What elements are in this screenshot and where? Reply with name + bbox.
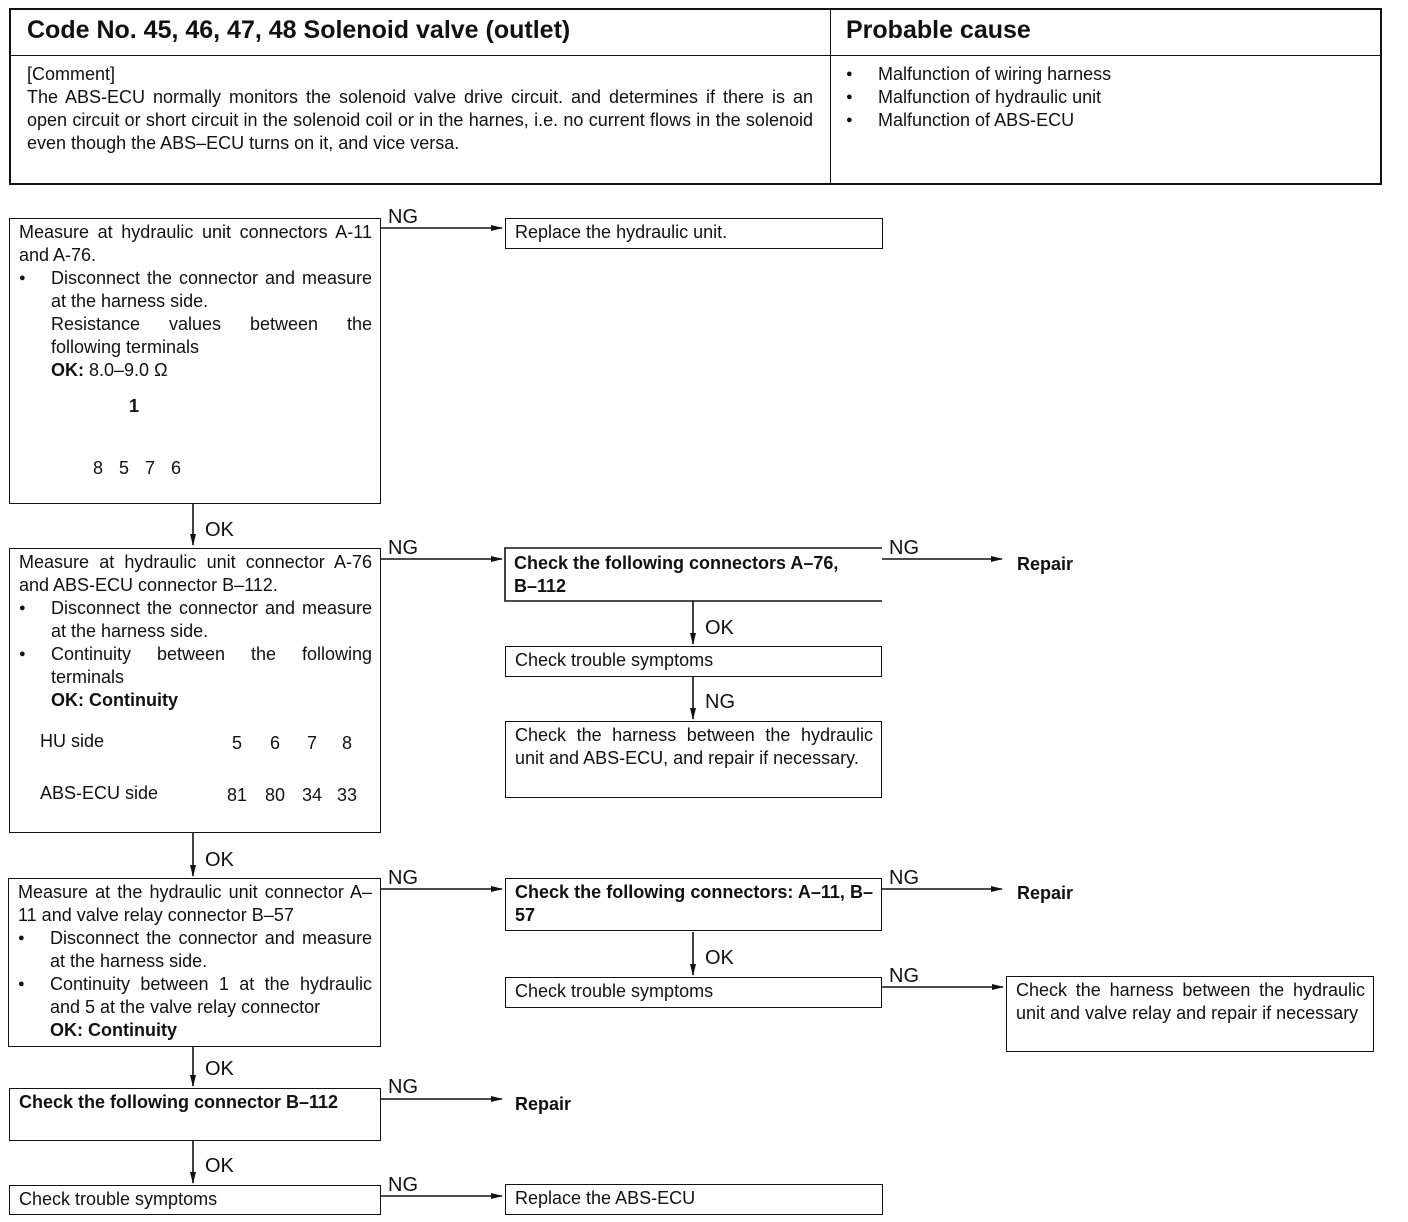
- check-symptoms-text: Check trouble symptoms: [515, 981, 714, 1001]
- ng-label: NG: [388, 867, 418, 889]
- code-title: Code No. 45, 46, 47, 48 Solenoid valve (outlet): [27, 16, 571, 44]
- ok-label: OK:: [51, 360, 84, 380]
- terminal-top-label: 1: [129, 396, 140, 416]
- cause-item: ● Malfunction of ABS-ECU: [846, 109, 1346, 132]
- step2-bullet: ● Disconnect the connector and measure at the harness side.: [19, 597, 372, 643]
- ok-label: OK: [205, 1058, 234, 1080]
- step1-ok: [19, 359, 372, 382]
- ng-label: NG: [388, 206, 418, 228]
- step3-ok: OK: Continuity: [50, 1020, 177, 1040]
- ng-label: NG: [889, 965, 919, 987]
- abs-ecu-side-label: ABS-ECU side: [40, 783, 159, 803]
- check-symptoms-box: [505, 977, 882, 1008]
- step5-text: Check trouble symptoms: [19, 1189, 218, 1209]
- repair-label: Repair: [515, 1094, 572, 1114]
- ng-label: NG: [705, 691, 735, 713]
- ok-label: OK: [205, 519, 234, 541]
- check-connectors-text: Check the following connectors A–76, B–112: [514, 553, 839, 596]
- check-symptoms-box: [505, 646, 882, 677]
- ok-label: OK: [705, 947, 734, 969]
- ng-label: NG: [388, 1174, 418, 1196]
- terminal-number: 6: [170, 458, 181, 478]
- step1-text: Measure at hydraulic unit connectors A-11 and A-76.: [19, 222, 372, 265]
- ng-label: NG: [388, 537, 418, 559]
- check-connectors-text: Check the following connectors: A–11, B–57: [515, 882, 873, 925]
- ok-label: OK: [205, 849, 234, 871]
- step4-box: [9, 1088, 381, 1141]
- ok-value: 8.0–9.0 Ω: [89, 360, 168, 380]
- terminal-number: 6: [270, 733, 281, 753]
- terminal-number: 8: [92, 458, 103, 478]
- step1-bullet: ● Disconnect the connector and measure at the harness side.: [19, 267, 372, 313]
- replace-abs-ecu-text: Replace the ABS-ECU: [515, 1188, 696, 1208]
- terminal-number: 80: [265, 785, 286, 805]
- step3-box: [8, 878, 381, 1047]
- check-harness-box: [505, 721, 882, 798]
- hu-side-label: HU side: [40, 731, 105, 751]
- check-harness-valve-relay-box: [1006, 976, 1374, 1052]
- step1-box: [9, 218, 381, 504]
- check-harness-text: Check the harness between the hydraulic unit and valve relay and repair if necessary: [1016, 980, 1365, 1023]
- check-connectors-a76-b112: [514, 552, 874, 598]
- step3-text: Measure at the hydraulic unit connector A–11 and valve relay connector B–57: [18, 882, 372, 925]
- terminal-number: 33: [337, 785, 358, 805]
- repair-label: Repair: [1017, 554, 1074, 574]
- cause-item: ● Malfunction of wiring harness: [846, 63, 1346, 86]
- terminal-number: 5: [118, 458, 129, 478]
- terminal-number: 81: [227, 785, 248, 805]
- check-harness-text: Check the harness between the hydraulic unit and ABS-ECU, and repair if necessary.: [515, 725, 873, 768]
- replace-hydraulic-unit-text: Replace the hydraulic unit.: [515, 222, 728, 242]
- ng-label: NG: [889, 537, 919, 559]
- step5-box: [9, 1185, 381, 1215]
- terminal-number: 34: [302, 785, 323, 805]
- step2-text: Measure at hydraulic unit connector A-76 and ABS-ECU connector B–112.: [19, 552, 372, 595]
- probable-cause-title: Probable cause: [846, 16, 1031, 44]
- comment-label: [Comment]: [27, 64, 116, 84]
- terminal-number: 5: [232, 733, 243, 753]
- step4-text: Check the following connector B–112: [19, 1092, 339, 1112]
- step2-bullet: ● Continuity between the following terminals: [19, 643, 372, 689]
- terminal-number: 7: [307, 733, 318, 753]
- replace-abs-ecu-box: [505, 1184, 883, 1215]
- terminal-number: 8: [342, 733, 353, 753]
- repair-label: Repair: [1017, 883, 1074, 903]
- terminal-number: 7: [144, 458, 155, 478]
- step3-bullet: ● Continuity between 1 at the hydraulic and 5 at the valve relay connector: [18, 973, 372, 1019]
- replace-hydraulic-unit-box: [505, 218, 883, 249]
- step2-ok: OK: Continuity: [51, 690, 178, 710]
- step3-bullet: ● Disconnect the connector and measure at the harness side.: [18, 927, 372, 973]
- check-connectors-a11-b57: [505, 878, 882, 931]
- ng-label: NG: [889, 867, 919, 889]
- check-symptoms-text: Check trouble symptoms: [515, 650, 714, 670]
- comment-text: The ABS-ECU normally monitors the solenoid valve drive circuit. and determines if there is an open circuit or short circuit in the solenoid coil or in the harnes, i.e. no current flows in the solenoid even though the ABS–ECU turns on it, and vice versa.: [27, 87, 813, 153]
- ok-label: OK: [205, 1155, 234, 1177]
- terminal-bottom-labels: [85, 458, 189, 479]
- step1-subtext: Resistance values between the following terminals: [51, 314, 372, 357]
- ng-label: NG: [388, 1076, 418, 1098]
- cause-item: ● Malfunction of hydraulic unit: [846, 86, 1346, 109]
- ok-label: OK: [705, 617, 734, 639]
